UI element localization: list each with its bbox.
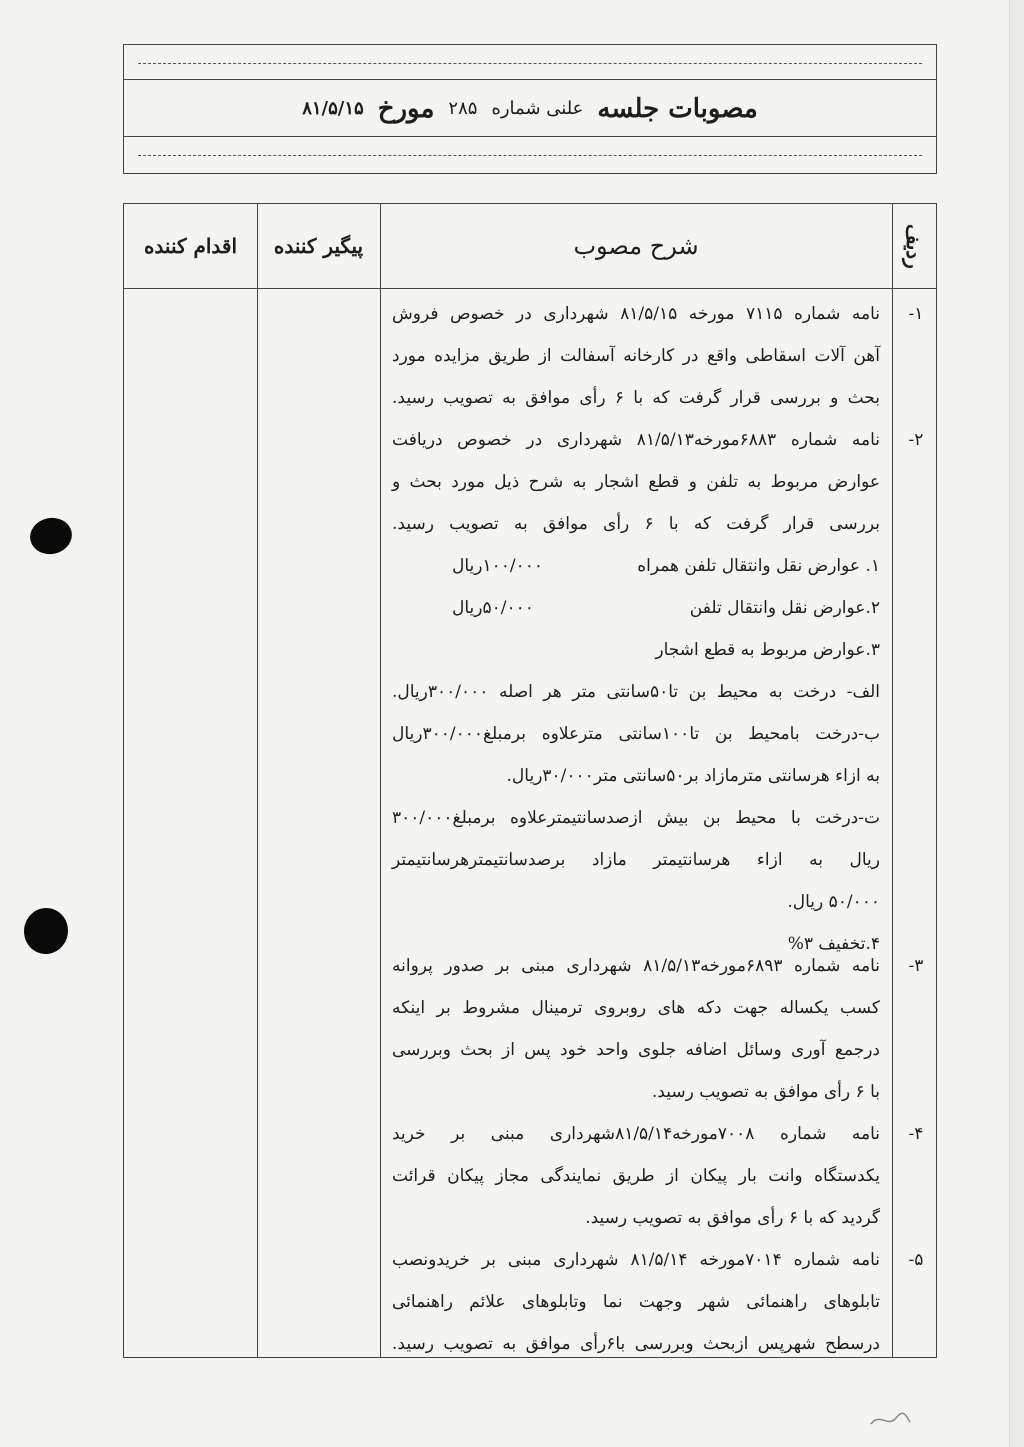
title-public: علنی شماره xyxy=(491,98,584,119)
dashed-divider xyxy=(138,155,922,156)
row-text: گردید که با ۶ رأی موافق به تصویب رسید. xyxy=(585,1208,880,1228)
row-text: نامه شماره ۶۸۹۳مورخه۸۱/۵/۱۳ شهرداری مبنی بر صدور پروانه xyxy=(392,956,880,976)
row-text: بحث و بررسی قرار گرفت که با ۶ رأی موافق به تصویب رسید. xyxy=(392,388,880,408)
signature-mark xyxy=(868,1408,912,1430)
row-text: نامه شماره ۷۱۱۵ مورخه ۸۱/۵/۱۵ شهرداری در خصوص فروش xyxy=(392,304,881,324)
column-header-row-number: ردیف xyxy=(902,223,926,269)
row-text: ۳.عوارض مربوط به قطع اشجار xyxy=(655,640,880,660)
divider xyxy=(124,79,936,80)
row-number: ۵- xyxy=(908,1250,924,1270)
row-number: ۲- xyxy=(908,430,924,450)
row-text: به ازاء هرسانتی مترمازاد بر۵۰سانتی متر۳۰/۰۰۰ریال. xyxy=(506,766,880,786)
page-edge xyxy=(1009,0,1024,1447)
divider xyxy=(124,136,936,137)
column-header-description: شرح مصوب xyxy=(573,232,699,260)
description-column xyxy=(380,293,892,1353)
row-text: یکدستگاه وانت بار پیکان از طریق نمایندگی مجاز پیکان قرائت xyxy=(392,1166,880,1186)
session-number: ۲۸۵ xyxy=(448,98,478,119)
row-number: ۳- xyxy=(908,956,924,976)
row-text: بررسی قرار گرفت که با ۶ رأی موافق به تصویب رسید. xyxy=(392,514,880,534)
title-main: مصوبات جلسه xyxy=(597,93,758,124)
page-title xyxy=(124,81,936,136)
fee-item xyxy=(392,545,880,587)
row-text: آهن آلات اسقاطی واقع در کارخانه آسفالت از طریق مزایده مورد xyxy=(392,346,880,366)
fee-label: ۱. عوارض نقل وانتقال تلفن همراه xyxy=(637,556,880,576)
row-text: عوارض مربوط به تلفن و قطع اشجار به شرح ذیل مورد بحث و xyxy=(392,472,880,492)
column-divider xyxy=(257,204,258,1357)
column-header-followup: پیگیر کننده xyxy=(273,234,364,258)
session-date: ۸۱/۵/۱۵ xyxy=(302,98,364,119)
row-text: الف- درخت به محیط بن تا۵۰سانتی متر هر اصله ۳۰۰/۰۰۰ریال. xyxy=(392,682,880,702)
fee-amount: ۱۰۰/۰۰۰ریال xyxy=(452,556,543,576)
header-divider xyxy=(124,288,936,289)
row-number: ۱- xyxy=(908,304,924,324)
row-text: تابلوهای راهنمائی شهر وجهت نما وتابلوهای علائم راهنمائی xyxy=(392,1292,880,1312)
row-number: ۴- xyxy=(908,1124,924,1144)
row-text: ۴.تخفیف ۳% xyxy=(787,934,880,954)
dashed-divider xyxy=(138,63,922,64)
row-text: درجمع آوری وسائل اضافه جلوی واحد خود پس از بحث وبررسی xyxy=(392,1040,880,1060)
header-box xyxy=(123,44,937,174)
row-text: کسب یکساله جهت دکه های روبروی ترمینال مشروط بر اینکه xyxy=(392,998,880,1018)
row-text: ب-درخت بامحیط بن تا۱۰۰سانتی مترعلاوه برمبلغ۳۰۰/۰۰۰ریال xyxy=(392,724,880,744)
fee-label: ۲.عوارض نقل وانتقال تلفن xyxy=(689,598,880,618)
row-text: ریال به ازاء هرسانتیمتر مازاد برصدسانتیمترهرسانتیمتر xyxy=(392,850,880,870)
row-text: ت-درخت با محیط بن بیش ازصدسانتیمترعلاوه برمبلغ۳۰۰/۰۰۰ xyxy=(392,808,880,828)
column-divider xyxy=(892,204,893,1357)
dated-word: مورخ xyxy=(377,93,435,124)
punch-hole xyxy=(21,905,71,957)
row-text: نامه شماره ۷۰۰۸مورخه۸۱/۵/۱۴شهرداری مبنی بر خرید xyxy=(392,1124,881,1144)
row-text: با ۶ رأی موافق به تصویب رسید. xyxy=(651,1082,880,1102)
row-text: ۵۰/۰۰۰ ریال. xyxy=(787,892,880,912)
resolutions-table xyxy=(123,203,937,1358)
punch-hole xyxy=(27,514,76,558)
fee-item xyxy=(392,587,880,629)
row-text: درسطح شهرپس ازبحث وبررسی با۶رأی موافق به تصویب رسید. xyxy=(392,1334,880,1354)
column-header-action: اقدام کننده xyxy=(143,234,238,258)
row-text: نامه شماره ۷۰۱۴مورخه ۸۱/۵/۱۴ شهرداری مبنی بر خریدونصب xyxy=(392,1250,881,1270)
row-text: نامه شماره ۶۸۸۳مورخه۸۱/۵/۱۳ شهرداری در خصوص دریافت xyxy=(392,430,880,450)
fee-amount: ۵۰/۰۰۰ریال xyxy=(452,598,534,618)
